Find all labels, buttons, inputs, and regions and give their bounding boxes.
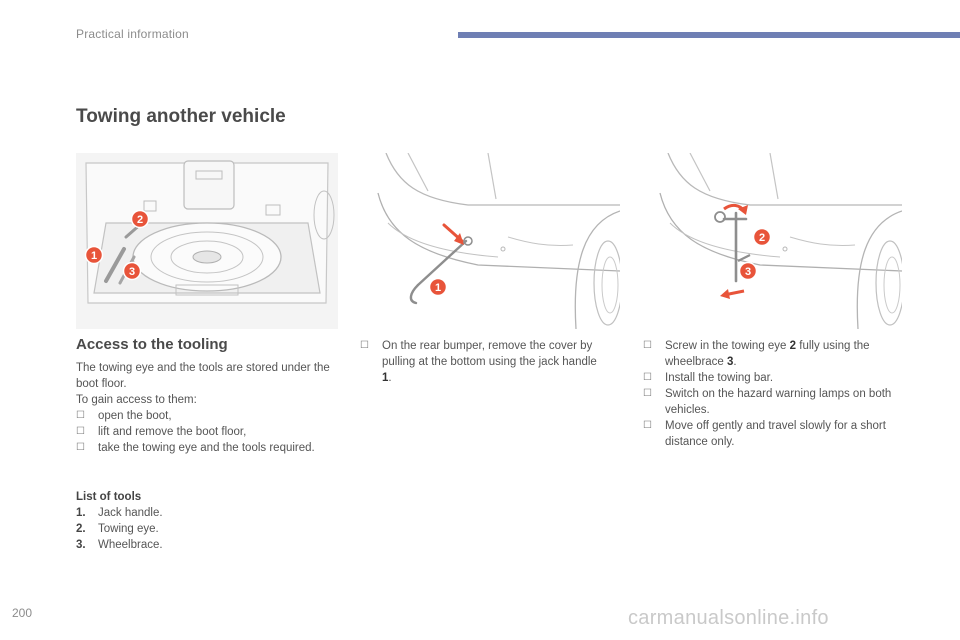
access-section bbox=[76, 360, 338, 456]
list-item: ☐ lift and remove the boot floor, bbox=[76, 426, 247, 438]
access-steps bbox=[76, 408, 338, 456]
list-item: ☐ Switch on the hazard warning lamps on both vehicles. bbox=[643, 388, 892, 416]
list-item: ☐ On the rear bumper, remove the cover by pulling at the bottom using the jack handle 1. bbox=[360, 340, 597, 384]
list-item: ☐ open the boot, bbox=[76, 410, 172, 422]
access-intro-2: To gain access to them: bbox=[76, 394, 197, 406]
callout-1 bbox=[430, 279, 447, 296]
checkbox-bullet-icon: ☐ bbox=[643, 340, 652, 351]
towing-eye-illustration bbox=[640, 153, 902, 329]
page-title: Towing another vehicle bbox=[76, 106, 286, 127]
checkbox-bullet-icon: ☐ bbox=[643, 388, 652, 399]
access-title: Access to the tooling bbox=[76, 336, 228, 353]
list-item: ☐ Install the towing bar. bbox=[643, 372, 774, 384]
callout-2 bbox=[754, 229, 771, 246]
svg-text:3: 3 bbox=[744, 266, 752, 278]
checkbox-bullet-icon: ☐ bbox=[76, 410, 85, 421]
rear-bumper-illustration bbox=[358, 153, 620, 329]
figure-boot-tooling bbox=[76, 153, 338, 329]
svg-text:2: 2 bbox=[758, 232, 766, 244]
checkbox-bullet-icon: ☐ bbox=[76, 426, 85, 437]
boot-tooling-illustration bbox=[76, 153, 338, 329]
tow-steps bbox=[643, 338, 905, 450]
figure-towing-eye bbox=[640, 153, 902, 329]
svg-text:3: 3 bbox=[128, 266, 136, 278]
watermark: carmanualsonline.info bbox=[628, 607, 829, 629]
page-number: 200 bbox=[12, 606, 33, 620]
checkbox-bullet-icon: ☐ bbox=[76, 442, 85, 453]
tool-item: 2. Towing eye. bbox=[76, 523, 159, 535]
tools-list bbox=[76, 489, 338, 553]
svg-text:1: 1 bbox=[434, 282, 442, 294]
checkbox-bullet-icon: ☐ bbox=[643, 372, 652, 383]
checkbox-bullet-icon: ☐ bbox=[360, 340, 369, 351]
callout-3 bbox=[124, 263, 141, 280]
svg-text:2: 2 bbox=[136, 214, 144, 226]
list-item: ☐ Screw in the towing eye 2 fully using the wheelbrace 3. bbox=[643, 340, 870, 368]
section-label: Practical information bbox=[76, 27, 189, 41]
tool-item: 3. Wheelbrace. bbox=[76, 539, 163, 551]
bumper-step bbox=[360, 338, 600, 386]
access-intro: The towing eye and the tools are stored under the boot floor. bbox=[76, 362, 330, 390]
figure-rear-bumper bbox=[358, 153, 620, 329]
list-item: ☐ Move off gently and travel slowly for a short distance only. bbox=[643, 420, 886, 448]
callout-2 bbox=[132, 211, 149, 228]
callout-3 bbox=[740, 263, 757, 280]
checkbox-bullet-icon: ☐ bbox=[643, 420, 652, 431]
list-item: ☐ take the towing eye and the tools required. bbox=[76, 442, 315, 454]
callout-1 bbox=[86, 247, 103, 264]
header-bar bbox=[458, 32, 960, 38]
tool-item: 1. Jack handle. bbox=[76, 507, 163, 519]
tools-title: List of tools bbox=[76, 491, 142, 503]
svg-text:1: 1 bbox=[90, 250, 98, 262]
